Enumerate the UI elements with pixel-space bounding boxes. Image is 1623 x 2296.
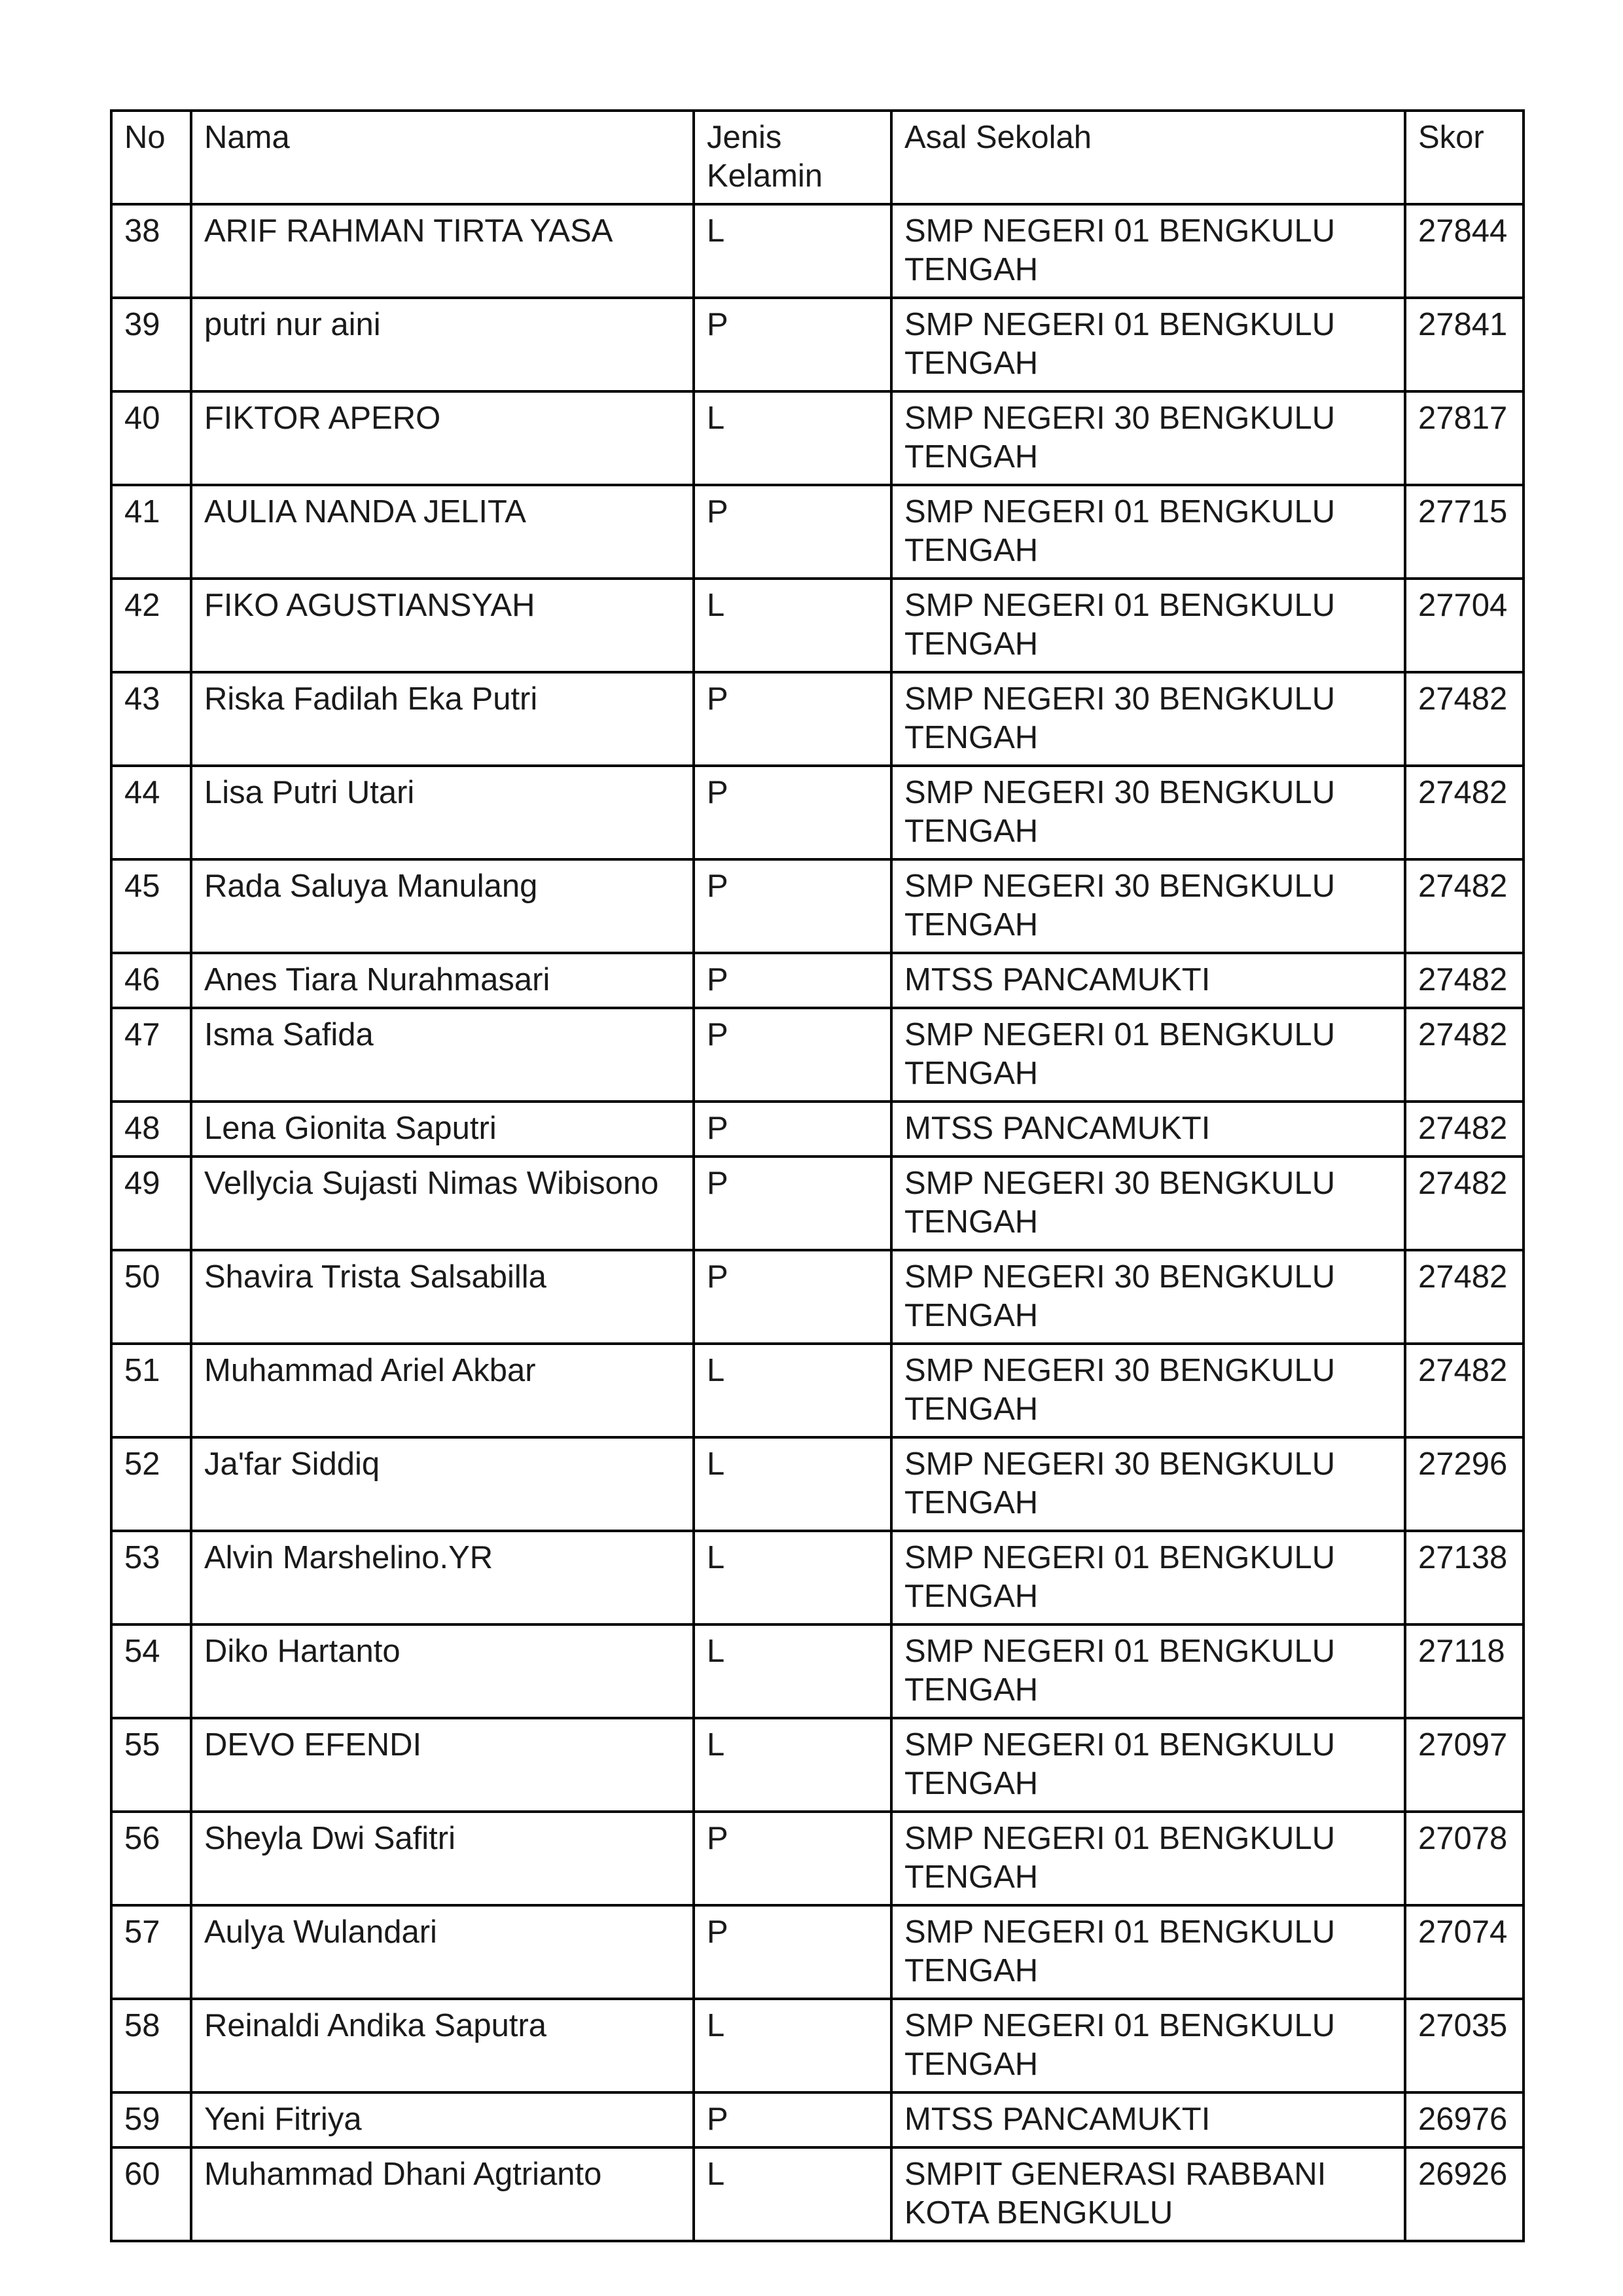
header-asal-sekolah: Asal Sekolah [891,111,1405,204]
cell-nama: Reinaldi Andika Saputra [191,1999,694,2092]
cell-nama: Diko Hartanto [191,1624,694,1718]
cell-skor: 27704 [1405,579,1524,672]
cell-asal-sekolah: SMP NEGERI 30 BENGKULU TENGAH [891,1437,1405,1531]
table-row [111,1718,1524,1812]
cell-skor: 27482 [1405,1102,1524,1157]
cell-jenis-kelamin: L [694,391,891,485]
cell-jenis-kelamin: P [694,298,891,391]
cell-jenis-kelamin: L [694,1344,891,1437]
table-row [111,1250,1524,1344]
table-row [111,1999,1524,2092]
cell-no: 59 [111,2092,191,2147]
cell-jenis-kelamin: L [694,2147,891,2241]
cell-nama: Sheyla Dwi Safitri [191,1812,694,1905]
table-row [111,1344,1524,1437]
cell-nama: Lisa Putri Utari [191,766,694,859]
cell-no: 53 [111,1531,191,1624]
table-row [111,1437,1524,1531]
table-row [111,298,1524,391]
table-row [111,1905,1524,1999]
cell-jenis-kelamin: L [694,1437,891,1531]
cell-no: 38 [111,204,191,298]
table-header [111,111,1524,204]
cell-jenis-kelamin: L [694,1531,891,1624]
header-no: No [111,111,191,204]
table-row [111,1102,1524,1157]
cell-asal-sekolah: MTSS PANCAMUKTI [891,1102,1405,1157]
cell-asal-sekolah: SMP NEGERI 01 BENGKULU TENGAH [891,1008,1405,1102]
cell-asal-sekolah: SMP NEGERI 01 BENGKULU TENGAH [891,1999,1405,2092]
cell-skor: 27482 [1405,1157,1524,1250]
cell-no: 56 [111,1812,191,1905]
cell-jenis-kelamin: P [694,859,891,953]
header-row [111,111,1524,204]
table-row [111,672,1524,766]
table-row [111,1008,1524,1102]
cell-jenis-kelamin: P [694,1157,891,1250]
cell-skor: 26976 [1405,2092,1524,2147]
cell-jenis-kelamin: P [694,953,891,1008]
cell-nama: AULIA NANDA JELITA [191,485,694,579]
cell-jenis-kelamin: L [694,579,891,672]
cell-asal-sekolah: SMP NEGERI 30 BENGKULU TENGAH [891,766,1405,859]
cell-jenis-kelamin: P [694,1905,891,1999]
cell-skor: 27078 [1405,1812,1524,1905]
cell-jenis-kelamin: L [694,1624,891,1718]
cell-jenis-kelamin: P [694,2092,891,2147]
cell-no: 60 [111,2147,191,2241]
cell-nama: Isma Safida [191,1008,694,1102]
table-row [111,1157,1524,1250]
cell-asal-sekolah: SMP NEGERI 30 BENGKULU TENGAH [891,391,1405,485]
cell-nama: Vellycia Sujasti Nimas Wibisono [191,1157,694,1250]
cell-asal-sekolah: SMPIT GENERASI RABBANI KOTA BENGKULU [891,2147,1405,2241]
cell-nama: putri nur aini [191,298,694,391]
table-row [111,485,1524,579]
cell-asal-sekolah: MTSS PANCAMUKTI [891,2092,1405,2147]
cell-skor: 27482 [1405,1250,1524,1344]
cell-no: 47 [111,1008,191,1102]
cell-jenis-kelamin: P [694,672,891,766]
cell-asal-sekolah: SMP NEGERI 01 BENGKULU TENGAH [891,579,1405,672]
cell-skor: 27118 [1405,1624,1524,1718]
cell-asal-sekolah: MTSS PANCAMUKTI [891,953,1405,1008]
cell-no: 57 [111,1905,191,1999]
cell-no: 41 [111,485,191,579]
cell-jenis-kelamin: P [694,1812,891,1905]
cell-skor: 27482 [1405,1008,1524,1102]
cell-no: 42 [111,579,191,672]
cell-nama: Aulya Wulandari [191,1905,694,1999]
table-body [111,204,1524,2241]
table-row [111,859,1524,953]
table-row [111,953,1524,1008]
cell-nama: Muhammad Ariel Akbar [191,1344,694,1437]
cell-jenis-kelamin: P [694,1102,891,1157]
cell-nama: FIKTOR APERO [191,391,694,485]
cell-skor: 27138 [1405,1531,1524,1624]
cell-skor: 26926 [1405,2147,1524,2241]
cell-no: 51 [111,1344,191,1437]
score-table [110,109,1525,2242]
cell-no: 40 [111,391,191,485]
cell-no: 46 [111,953,191,1008]
cell-no: 49 [111,1157,191,1250]
cell-no: 54 [111,1624,191,1718]
header-skor: Skor [1405,111,1524,204]
cell-skor: 27482 [1405,1344,1524,1437]
cell-asal-sekolah: SMP NEGERI 30 BENGKULU TENGAH [891,1250,1405,1344]
cell-skor: 27482 [1405,766,1524,859]
table-row [111,1812,1524,1905]
table-row [111,1531,1524,1624]
cell-asal-sekolah: SMP NEGERI 01 BENGKULU TENGAH [891,1812,1405,1905]
cell-no: 48 [111,1102,191,1157]
cell-skor: 27841 [1405,298,1524,391]
cell-skor: 27074 [1405,1905,1524,1999]
cell-nama: Riska Fadilah Eka Putri [191,672,694,766]
cell-asal-sekolah: SMP NEGERI 30 BENGKULU TENGAH [891,1157,1405,1250]
cell-nama: FIKO AGUSTIANSYAH [191,579,694,672]
cell-asal-sekolah: SMP NEGERI 01 BENGKULU TENGAH [891,485,1405,579]
cell-no: 52 [111,1437,191,1531]
cell-jenis-kelamin: P [694,766,891,859]
cell-nama: Ja'far Siddiq [191,1437,694,1531]
cell-no: 44 [111,766,191,859]
table-row [111,2092,1524,2147]
cell-no: 58 [111,1999,191,2092]
cell-asal-sekolah: SMP NEGERI 01 BENGKULU TENGAH [891,1531,1405,1624]
cell-nama: Anes Tiara Nurahmasari [191,953,694,1008]
cell-skor: 27097 [1405,1718,1524,1812]
cell-nama: ARIF RAHMAN TIRTA YASA [191,204,694,298]
cell-asal-sekolah: SMP NEGERI 01 BENGKULU TENGAH [891,1718,1405,1812]
cell-nama: Rada Saluya Manulang [191,859,694,953]
cell-nama: DEVO EFENDI [191,1718,694,1812]
cell-asal-sekolah: SMP NEGERI 01 BENGKULU TENGAH [891,1905,1405,1999]
cell-nama: Yeni Fitriya [191,2092,694,2147]
cell-skor: 27035 [1405,1999,1524,2092]
cell-no: 39 [111,298,191,391]
table-row [111,579,1524,672]
cell-jenis-kelamin: L [694,204,891,298]
cell-skor: 27296 [1405,1437,1524,1531]
table-row [111,204,1524,298]
table-row [111,766,1524,859]
cell-no: 45 [111,859,191,953]
cell-asal-sekolah: SMP NEGERI 01 BENGKULU TENGAH [891,298,1405,391]
cell-no: 50 [111,1250,191,1344]
cell-skor: 27715 [1405,485,1524,579]
cell-nama: Lena Gionita Saputri [191,1102,694,1157]
cell-skor: 27844 [1405,204,1524,298]
table-row [111,2147,1524,2241]
cell-skor: 27817 [1405,391,1524,485]
cell-nama: Muhammad Dhani Agtrianto [191,2147,694,2241]
table-row [111,1624,1524,1718]
cell-jenis-kelamin: P [694,1008,891,1102]
header-nama: Nama [191,111,694,204]
cell-skor: 27482 [1405,672,1524,766]
header-jenis-kelamin: Jenis Kelamin [694,111,891,204]
cell-skor: 27482 [1405,859,1524,953]
cell-asal-sekolah: SMP NEGERI 30 BENGKULU TENGAH [891,859,1405,953]
cell-nama: Shavira Trista Salsabilla [191,1250,694,1344]
table-row [111,391,1524,485]
cell-jenis-kelamin: P [694,485,891,579]
cell-jenis-kelamin: L [694,1999,891,2092]
cell-nama: Alvin Marshelino.YR [191,1531,694,1624]
cell-asal-sekolah: SMP NEGERI 01 BENGKULU TENGAH [891,1624,1405,1718]
cell-skor: 27482 [1405,953,1524,1008]
cell-asal-sekolah: SMP NEGERI 30 BENGKULU TENGAH [891,672,1405,766]
cell-no: 43 [111,672,191,766]
cell-asal-sekolah: SMP NEGERI 01 BENGKULU TENGAH [891,204,1405,298]
cell-jenis-kelamin: P [694,1250,891,1344]
cell-no: 55 [111,1718,191,1812]
cell-asal-sekolah: SMP NEGERI 30 BENGKULU TENGAH [891,1344,1405,1437]
cell-jenis-kelamin: L [694,1718,891,1812]
